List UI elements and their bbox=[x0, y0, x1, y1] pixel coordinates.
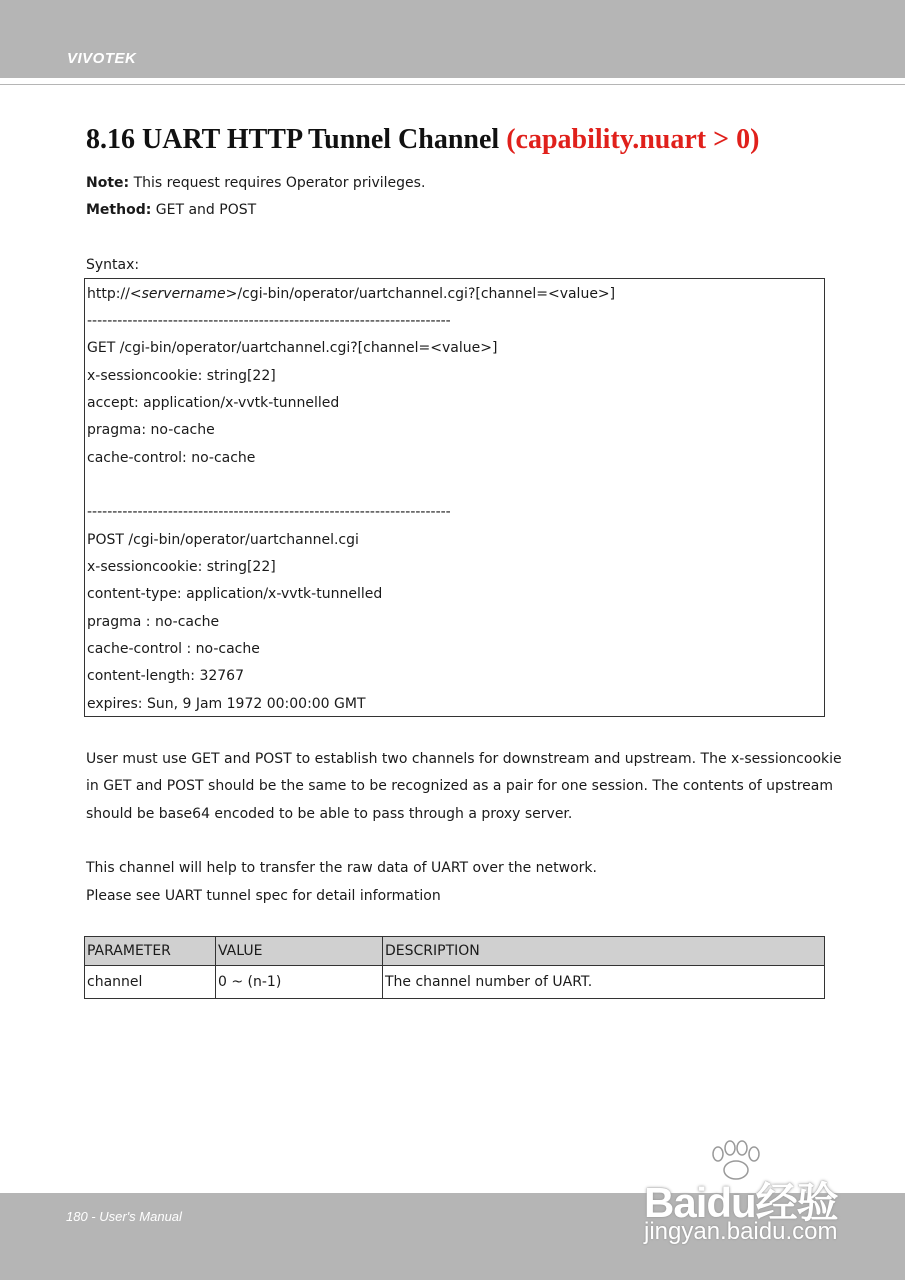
cell-description: The channel number of UART. bbox=[383, 966, 825, 999]
description-line: should be base64 encoded to be able to pass through a proxy server. bbox=[86, 806, 573, 822]
description-line: Please see UART tunnel spec for detail information bbox=[86, 888, 441, 904]
cell-parameter: channel bbox=[85, 966, 216, 999]
page-header-band bbox=[0, 0, 905, 78]
syntax-line: cache-control : no-cache bbox=[87, 641, 260, 657]
note-label: Note: bbox=[86, 175, 130, 191]
table-row bbox=[85, 966, 825, 999]
syntax-label: Syntax: bbox=[86, 257, 140, 273]
syntax-box bbox=[84, 278, 825, 717]
syntax-line: content-length: 32767 bbox=[87, 668, 244, 684]
page-number-label: 180 - User's Manual bbox=[66, 1209, 182, 1224]
brand-logo-text: VIVOTEK bbox=[67, 50, 137, 67]
capability-condition: (capability.nuart > 0) bbox=[506, 124, 760, 155]
section-title bbox=[86, 124, 759, 156]
baidu-watermark bbox=[640, 1140, 860, 1250]
syntax-url-suffix: >/cgi-bin/operator/uartchannel.cgi?[channel=<value>] bbox=[225, 286, 616, 302]
syntax-line: GET /cgi-bin/operator/uartchannel.cgi?[channel=<value>] bbox=[87, 340, 498, 356]
description-line: in GET and POST should be the same to be recognized as a pair for one session. The contents of upstream bbox=[86, 778, 833, 794]
syntax-line: pragma: no-cache bbox=[87, 422, 215, 438]
watermark-logo: Baidu经验 bbox=[644, 1179, 838, 1226]
syntax-line: x-sessioncookie: string[22] bbox=[87, 368, 276, 384]
column-header-description: DESCRIPTION bbox=[383, 937, 825, 966]
description-line: User must use GET and POST to establish two channels for downstream and upstream. The x-sessioncookie bbox=[86, 751, 842, 767]
syntax-url-prefix: http://< bbox=[87, 286, 142, 302]
column-header-parameter: PARAMETER bbox=[85, 937, 216, 966]
note-line bbox=[86, 174, 425, 192]
header-divider bbox=[0, 84, 905, 85]
syntax-line: x-sessioncookie: string[22] bbox=[87, 559, 276, 575]
syntax-line: accept: application/x-vvtk-tunnelled bbox=[87, 395, 340, 411]
note-text: This request requires Operator privileges. bbox=[133, 175, 426, 191]
section-title-text: 8.16 UART HTTP Tunnel Channel bbox=[86, 124, 500, 155]
watermark-url: jingyan.baidu.com bbox=[644, 1218, 838, 1245]
syntax-url-line bbox=[87, 285, 615, 303]
method-text: GET and POST bbox=[155, 202, 257, 218]
syntax-line: cache-control: no-cache bbox=[87, 450, 256, 466]
syntax-line: ------------------------------------------------------------------------ bbox=[87, 313, 451, 329]
syntax-line: expires: Sun, 9 Jam 1972 00:00:00 GMT bbox=[87, 696, 366, 712]
syntax-line: ------------------------------------------------------------------------ bbox=[87, 504, 451, 520]
column-header-value: VALUE bbox=[216, 937, 383, 966]
cell-value: 0 ~ (n-1) bbox=[216, 966, 383, 999]
method-label: Method: bbox=[86, 202, 152, 218]
syntax-line: pragma : no-cache bbox=[87, 614, 220, 630]
table-header-row bbox=[85, 937, 825, 966]
description-line: This channel will help to transfer the raw data of UART over the network. bbox=[86, 860, 597, 876]
syntax-line: content-type: application/x-vvtk-tunnelled bbox=[87, 586, 383, 602]
parameter-table bbox=[84, 936, 825, 999]
syntax-line: POST /cgi-bin/operator/uartchannel.cgi bbox=[87, 532, 359, 548]
syntax-url-server: servername bbox=[141, 286, 226, 302]
method-line bbox=[86, 201, 256, 219]
